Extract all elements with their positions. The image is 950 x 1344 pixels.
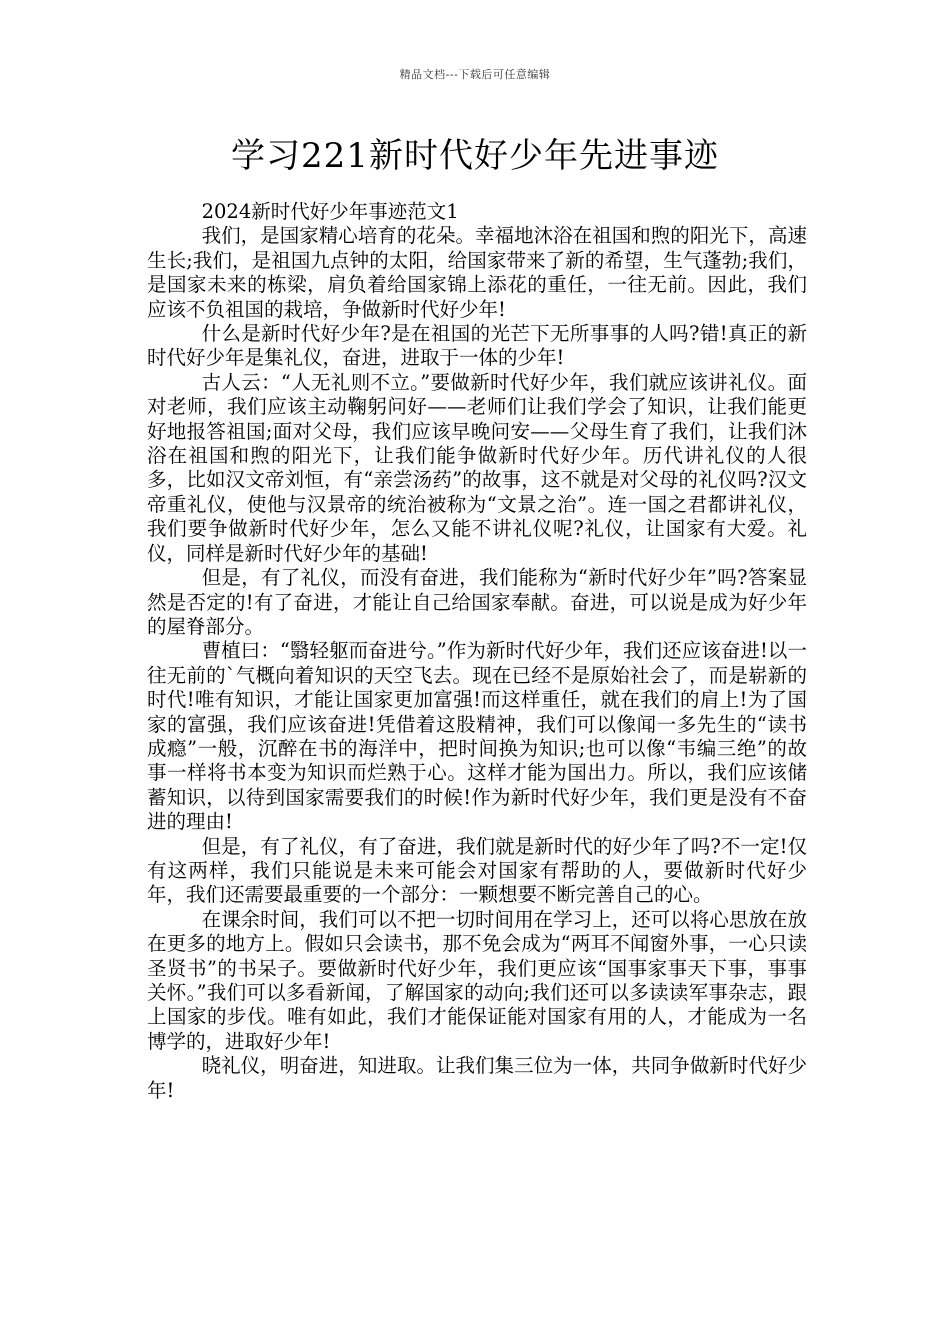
document-subtitle: 2024新时代好少年事迹范文1 — [201, 200, 459, 223]
paragraph: 我们，是国家精心培育的花朵。幸福地沐浴在祖国和煦的阳光下，高速生长;我们，是祖国九点钟的太阳，给国家带来了新的希望，生气蓬勃;我们，是国家未来的栋梁，肩负着给国家锦上添花的重任，一往无前。因此，我们应该不负祖国的栽培，争做新时代好少年! — [147, 224, 807, 321]
paragraph: 但是，有了礼仪，而没有奋进，我们能称为“新时代好少年”吗?答案显然是否定的!有了奋进，才能让自己给国家奉献。奋进，可以说是成为好少年的屋脊部分。 — [147, 566, 807, 638]
paragraph: 古人云：“人无礼则不立。”要做新时代好少年，我们就应该讲礼仪。面对老师，我们应该主动鞠躬问好——老师们让我们学会了知识，让我们能更好地报答祖国;面对父母，我们应该早晚问安——父母生育了我们，让我们沐浴在祖国和煦的阳光下，让我们能争做新时代好少年。历代讲礼仪的人很多，比如汉文帝刘恒，有“亲尝汤药”的故事，这不就是对父母的礼仪吗?汉文帝重礼仪，使他与汉景帝的统治被称为“文景之治”。连一国之君都讲礼仪，我们要争做新时代好少年，怎么又能不讲礼仪呢?礼仪，让国家有大爱。礼仪，同样是新时代好少年的基础! — [147, 370, 807, 565]
document-title: 学习221新时代好少年先进事迹 — [231, 136, 719, 176]
paragraph: 但是，有了礼仪，有了奋进，我们就是新时代的好少年了吗?不一定!仅有这两样，我们只能说是未来可能会对国家有帮助的人，要做新时代好少年，我们还需要最重要的一个部分：一颗想要不断完善自己的心。 — [147, 834, 807, 907]
paragraph: 什么是新时代好少年?是在祖国的光芒下无所事事的人吗?错!真正的新时代好少年是集礼仪，奋进，进取于一体的少年! — [147, 322, 807, 370]
paragraph: 在课余时间，我们可以不把一切时间用在学习上，还可以将心思放在放在更多的地方上。假如只会读书，那不免会成为“两耳不闻窗外事，一心只读圣贤书”的书呆子。要做新时代好少年，我们更应该“国事家事天下事，事事关怀。”我们可以多看新闻，了解国家的动向;我们还可以多读读军事杂志，跟上国家的步伐。唯有如此，我们才能保证能对国家有用的人，才能成为一名博学的，进取好少年! — [147, 907, 807, 1053]
document-body — [147, 200, 807, 1103]
paragraph: 曹植曰：“翳轻躯而奋进兮。”作为新时代好少年，我们还应该奋进!以一往无前的`气概向着知识的天空飞去。现在已经不是原始社会了，而是崭新的时代!唯有知识，才能让国家更加富强!而这样重任，就在我们的肩上!为了国家的富强，我们应该奋进!凭借着这股精神，我们可以像闻一多先生的“读书成瘾”一般，沉醉在书的海洋中，把时间换为知识;也可以像“韦编三绝”的故事一样将书本变为知识而烂熟于心。这样才能为国出力。所以，我们应该储蓄知识，以待到国家需要我们的时候!作为新时代好少年，我们更是没有不奋进的理由! — [147, 639, 807, 834]
paragraph: 晓礼仪，明奋进，知进取。让我们集三位为一体，共同争做新时代好少年! — [147, 1054, 807, 1102]
header-note: 精品文档---下载后可任意编辑 — [399, 68, 551, 81]
